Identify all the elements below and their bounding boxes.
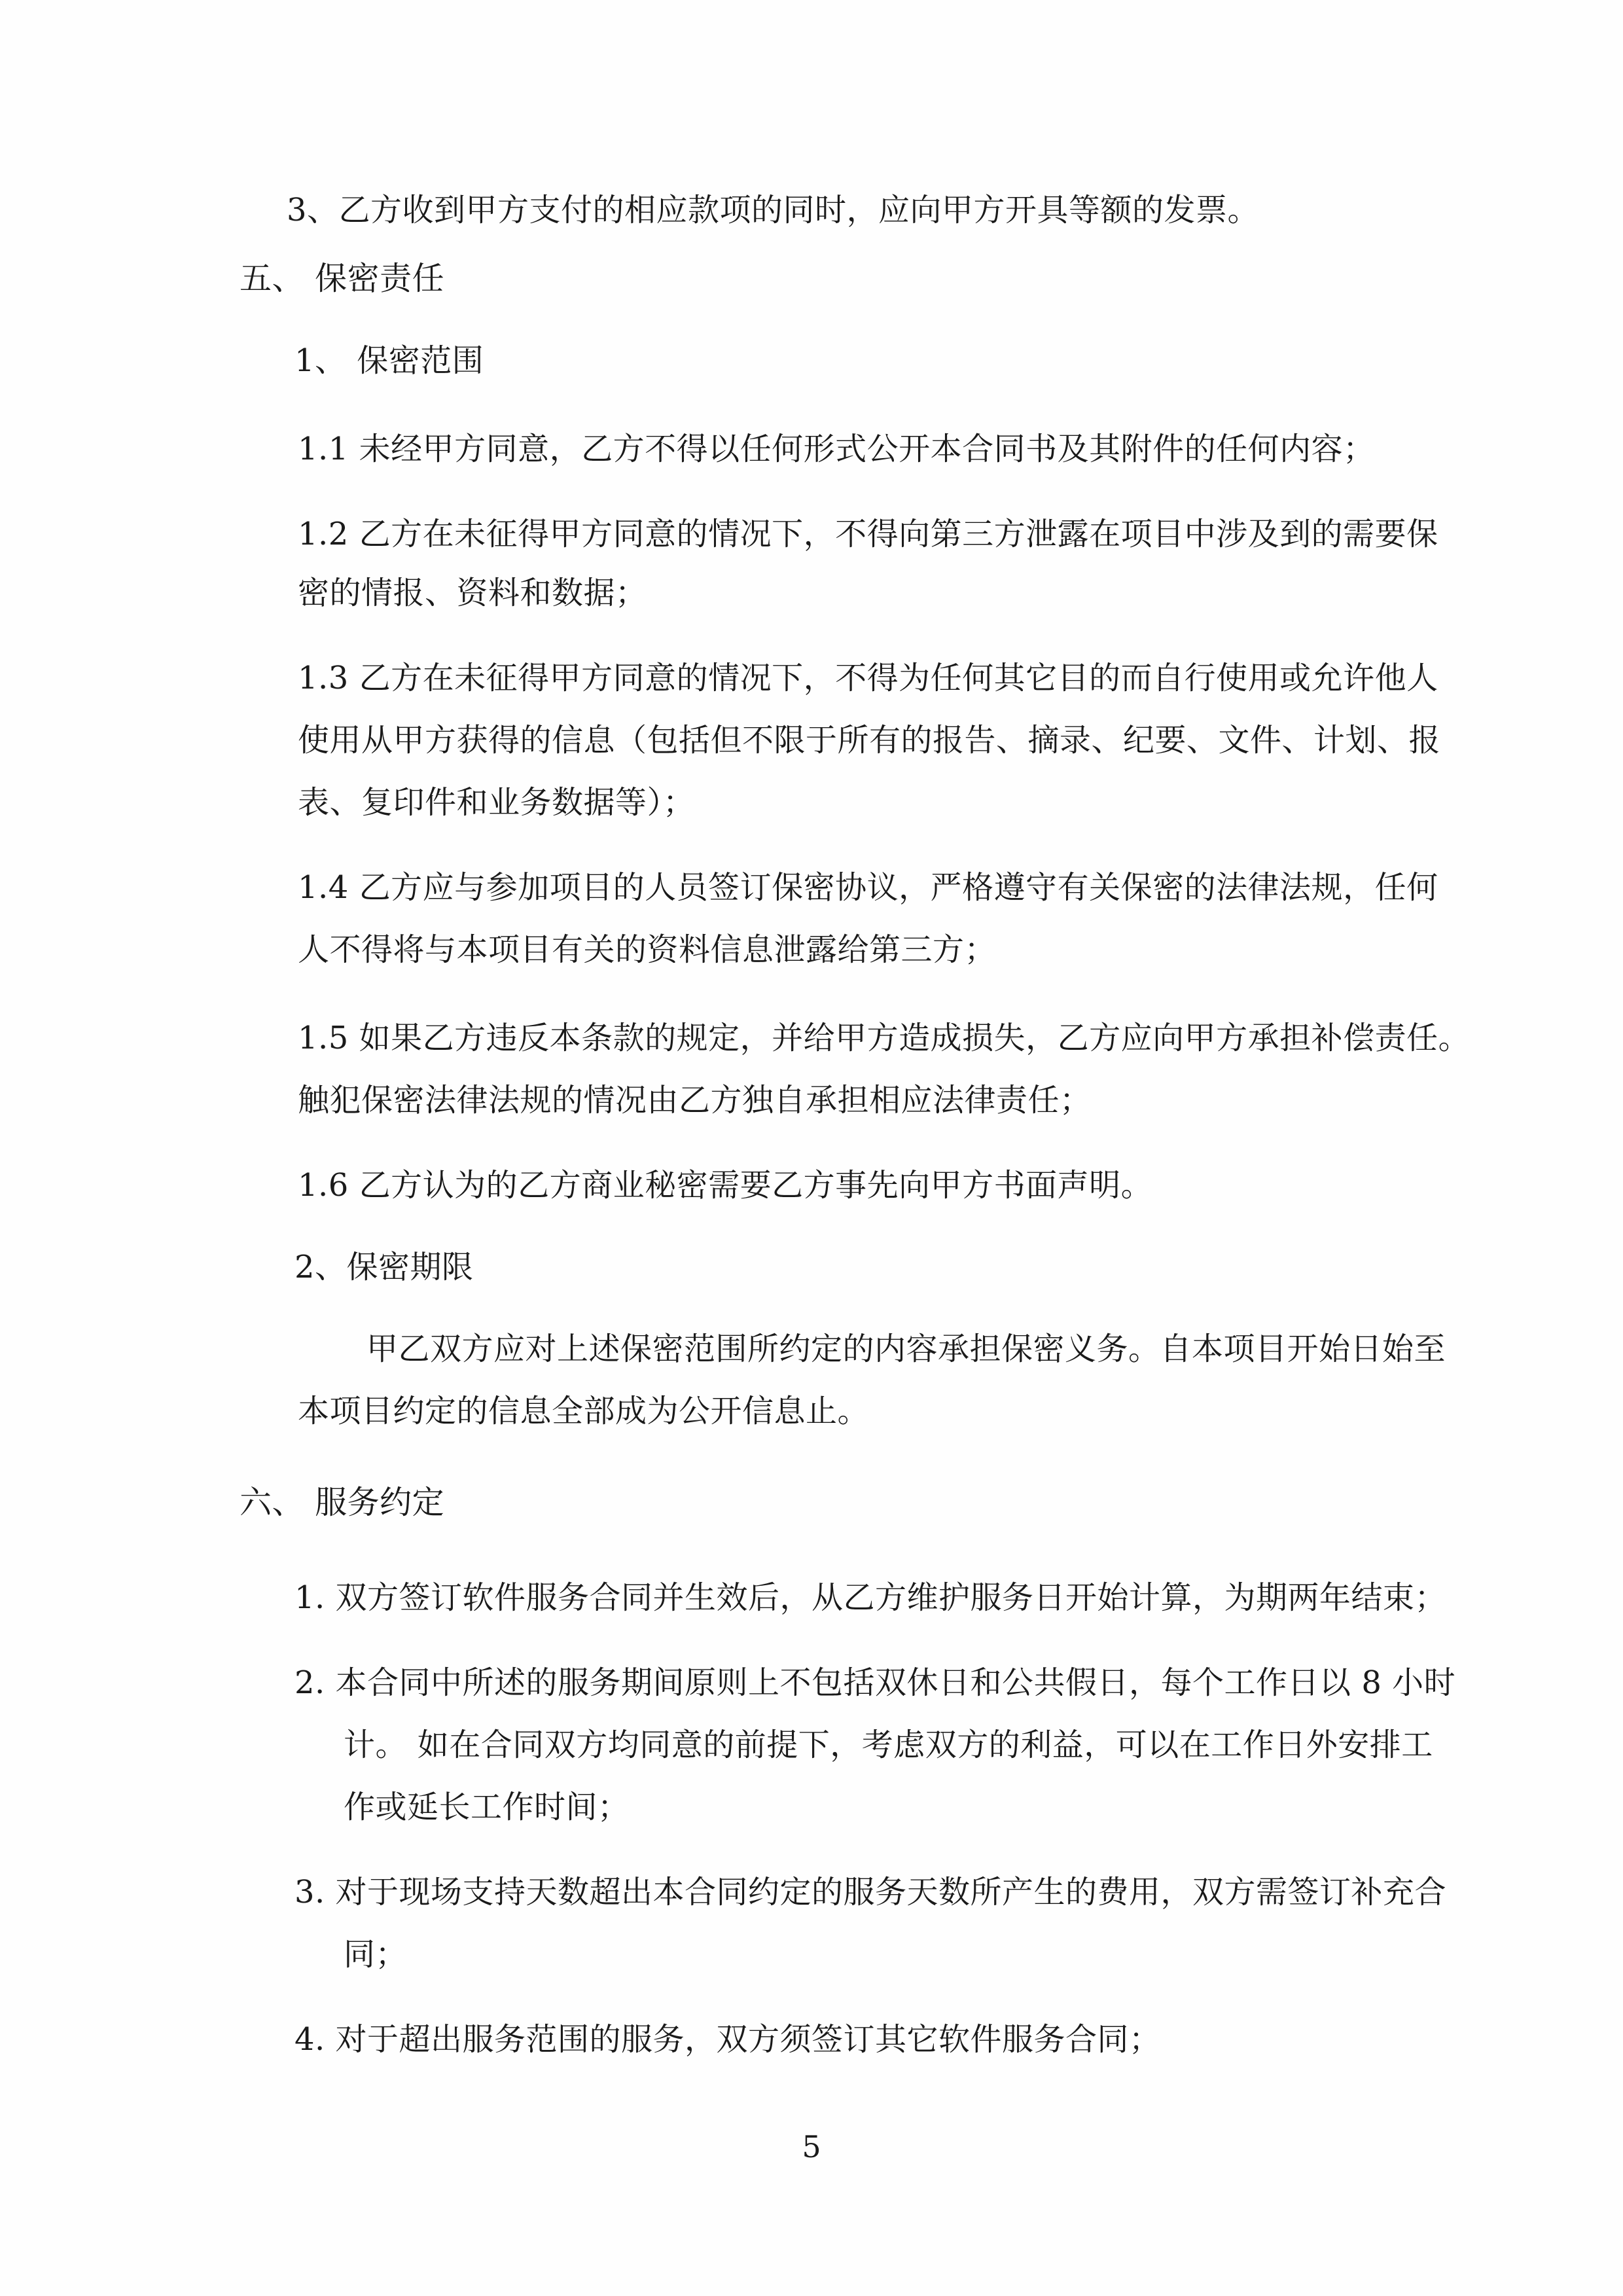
clause-1-5-line-2: 触犯保密法律法规的情况由乙方独自承担相应法律责任； (298, 1082, 1092, 1119)
clause-1-3-line-1: 1.3 乙方在未征得甲方同意的情况下，不得为任何其它目的而自行使用或允许他人 (298, 660, 1438, 696)
clause-1-4-line-2: 人不得将与本项目有关的资料信息泄露给第三方； (298, 931, 997, 968)
section-heading-confidentiality: 五、 保密责任 (240, 260, 445, 297)
clause-1-2-line-2: 密的情报、资料和数据； (298, 575, 647, 611)
subsection-scope-title: 1、 保密范围 (294, 342, 484, 379)
clause-1-2-line-1: 1.2 乙方在未征得甲方同意的情况下，不得向第三方泄露在项目中涉及到的需要保 (298, 516, 1438, 552)
service-item-2-line-2: 计。 如在合同双方均同意的前提下，考虑双方的利益，可以在工作日外安排工 (344, 1727, 1433, 1763)
term-body-line-1: 甲乙双方应对上述保密范围所约定的内容承担保密义务。自本项目开始日始至 (366, 1331, 1446, 1367)
service-item-2-line-3: 作或延长工作时间； (344, 1789, 630, 1825)
clause-1-3-line-3: 表、复印件和业务数据等）； (298, 784, 695, 821)
subsection-term-title: 2、保密期限 (294, 1249, 474, 1285)
service-item-3-line-1: 3. 对于现场支持天数超出本合同约定的服务天数所产生的费用，双方需签订补充合 (294, 1874, 1447, 1910)
service-item-1: 1. 双方签订软件服务合同并生效后，从乙方维护服务日开始计算，为期两年结束； (294, 1579, 1447, 1616)
section-heading-service-agreement: 六、 服务约定 (240, 1484, 445, 1521)
page-number: 5 (802, 2129, 821, 2164)
clause-1-4-line-1: 1.4 乙方应与参加项目的人员签订保密协议，严格遵守有关保密的法律法规，任何 (298, 869, 1438, 906)
clause-1-5-line-1: 1.5 如果乙方违反本条款的规定，并给甲方造成损失，乙方应向甲方承担补偿责任。 (298, 1020, 1471, 1056)
clause-1-3-line-2: 使用从甲方获得的信息（包括但不限于所有的报告、摘录、纪要、文件、计划、报 (298, 722, 1441, 759)
clause-1-1: 1.1 未经甲方同意，乙方不得以任何形式公开本合同书及其附件的任何内容； (298, 431, 1375, 467)
service-item-4: 4. 对于超出服务范围的服务，双方须签订其它软件服务合同； (294, 2021, 1161, 2058)
term-body-line-2: 本项目约定的信息全部成为公开信息止。 (298, 1393, 870, 1429)
service-item-3-line-2: 同； (344, 1936, 408, 1973)
clause-1-6: 1.6 乙方认为的乙方商业秘密需要乙方事先向甲方书面声明。 (298, 1167, 1153, 1204)
clause-payment-invoice: 3、乙方收到甲方支付的相应款项的同时，应向甲方开具等额的发票。 (287, 192, 1260, 228)
service-item-2-line-1: 2. 本合同中所述的服务期间原则上不包括双休日和公共假日，每个工作日以 8 小时 (294, 1664, 1456, 1701)
